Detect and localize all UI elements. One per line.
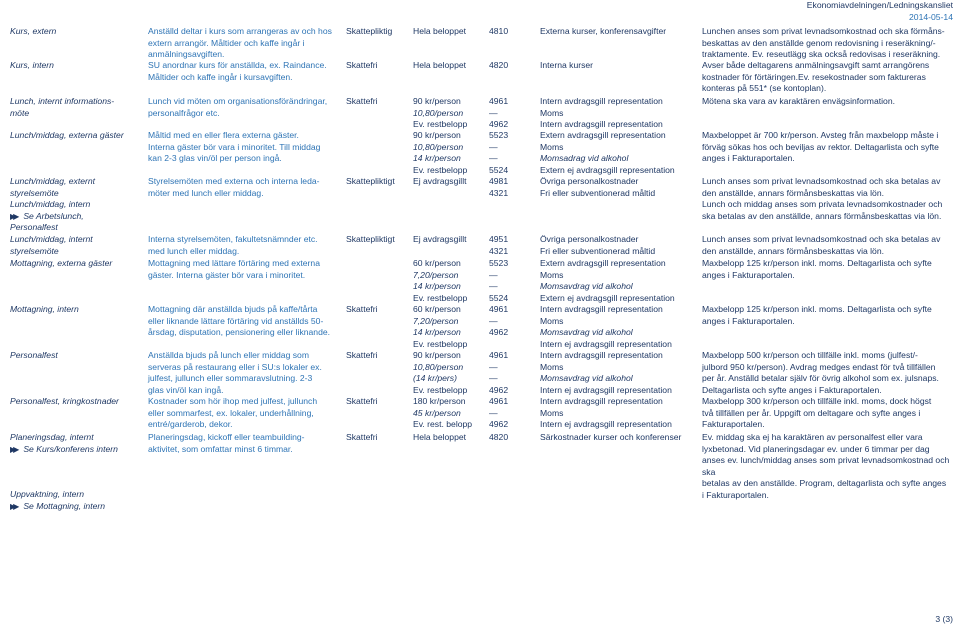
row-amount-line: 10,80/person (413, 361, 464, 372)
row-account-line: — (489, 373, 498, 384)
row-category-line: Lunch/middag, externa gäster (10, 130, 124, 140)
row-amount (413, 350, 483, 396)
row-description-line: med lunch eller middag. (148, 245, 240, 256)
row-description (148, 96, 340, 119)
row-tax-status (346, 130, 410, 142)
row-note-line: Maxbelopp 125 kr/person inkl. moms. Deltagarlista och syfte (702, 304, 932, 314)
row-account-line: 4961 (489, 350, 509, 360)
row-note-line: Mötena ska vara av karaktären envägsinformation. (702, 96, 895, 106)
row-note-line: lyxbetonad. Vid planeringsdagar ev. under 6 timmar per dag (702, 443, 930, 454)
row-note-line: traktamente. Ev. reseutlägg ska också redovisas i reseräkning. (702, 49, 941, 60)
row-account-name (540, 396, 700, 431)
row-account-name (540, 234, 700, 257)
row-account-line: — (489, 153, 498, 164)
row-tax-status-line: Skattefri (346, 96, 378, 106)
row-account-line: 4810 (489, 26, 509, 36)
row-description (148, 396, 340, 431)
row-description-line: årsdag, disputation, pensionering eller liknande. (148, 327, 331, 338)
cross-reference-link (10, 501, 142, 513)
row-tax-status-line: Skattefri (346, 350, 378, 360)
row-description-line: SU anordnar kurs för anställda, ex. Raindance. (148, 60, 327, 70)
row-category (10, 258, 142, 270)
row-account-line: 4962 (489, 327, 509, 338)
row-description-line: Styrelsemöten med externa och interna leda- (148, 176, 320, 186)
row-category-line: Lunch/middag, externt (10, 176, 96, 186)
org-name: Ekonomiavdelningen/Ledningskansliet (806, 0, 953, 10)
row-amount-line: Ev. restbelopp (413, 384, 468, 395)
row-account-name-line: Intern avdragsgill representation (540, 350, 663, 360)
row-account-name-line: Intern ej avdragsgill representation (540, 384, 672, 395)
row-category-line: Personalfest, kringkostnader (10, 396, 119, 406)
row-account-line: — (489, 315, 498, 326)
row-amount-line: Ev. restbelopp (413, 338, 468, 349)
row-category (10, 130, 142, 142)
row-description-line: Måltid med en eller flera externa gäster. (148, 130, 299, 140)
row-account-name-line: Moms (540, 361, 564, 372)
row-account-line: 4981 (489, 176, 509, 186)
row-category (10, 432, 142, 455)
row-note-line: Avser både deltagarens anmälningsavgift samt arrangörens (702, 60, 930, 70)
row-note (702, 304, 954, 327)
row-note-line: anses ev. lunch/middag anses som privat levnadsomkostnad och ska (702, 455, 950, 477)
row-note-line: konteras på 551* (se kontoplan). (702, 83, 827, 94)
row-tax-status-line: Skattefri (346, 60, 378, 70)
row-account-name (540, 176, 700, 199)
double-arrow-icon: ▶▶ (10, 444, 17, 454)
row-tax-status (346, 432, 410, 444)
row-note-line: Fakturaportalen. (702, 419, 765, 430)
row-account-name-line: Extern avdragsgill representation (540, 258, 666, 268)
row-account-name-line: Övriga personalkostnader (540, 176, 639, 186)
row-category-line: Personalfest (10, 222, 58, 233)
row-account-line: — (489, 269, 498, 280)
row-amount-line: Ej avdragsgillt (413, 176, 467, 186)
row-description (148, 234, 340, 257)
row-description (148, 60, 340, 83)
row-category-line: Lunch, internt informations- (10, 96, 115, 106)
row-account (489, 258, 537, 304)
row-amount-line: 10,80/person (413, 141, 464, 152)
row-category (10, 234, 142, 257)
row-account-name-line: Extern ej avdragsgill representation (540, 164, 675, 175)
row-tax-status (346, 26, 410, 38)
cross-reference-text: Se Mottagning, intern (23, 500, 106, 511)
row-account-name-line: Moms (540, 407, 564, 418)
row-amount-line: Ej avdragsgillt (413, 234, 467, 244)
row-description-line: Lunch vid möten om organisationsförändringar, (148, 96, 328, 106)
row-note (702, 258, 954, 281)
row-account-line: 4820 (489, 60, 509, 70)
row-category-line: Uppvaktning, intern (10, 489, 85, 499)
row-amount-line: Hela beloppet (413, 60, 467, 70)
row-amount-line: 10,80/person (413, 107, 464, 118)
row-tax-status-line: Skattepliktigt (346, 234, 395, 244)
row-amount (413, 234, 483, 246)
row-description-line: gäster. Interna gäster bör vara i minoritet. (148, 269, 306, 280)
row-note-line: kostnader för förtäringen.Ev. resekostnader som faktureras (702, 71, 926, 82)
row-amount-line: Ev. restbelopp (413, 292, 468, 303)
row-amount (413, 176, 483, 188)
row-account (489, 130, 537, 176)
row-tax-status (346, 350, 410, 362)
row-description (148, 432, 340, 455)
row-account-name (540, 432, 700, 444)
row-amount (413, 258, 483, 304)
row-account (489, 432, 537, 444)
row-account-name-line: Externa kurser, konferensavgifter (540, 26, 667, 36)
row-note-line: julbord 950 kr/person). Avdrag medges endast för två tillfällen (702, 361, 936, 372)
row-amount (413, 96, 483, 131)
row-category-line: möte (10, 107, 30, 118)
row-note-line: per år. Anställd betalar själv för övrig alkohol som ex. julsnaps. (702, 373, 939, 384)
row-note (702, 96, 954, 108)
row-account-line: — (489, 141, 498, 152)
row-tax-status-line: Skattefri (346, 396, 378, 406)
row-amount-line: Hela beloppet (413, 432, 467, 442)
row-tax-status-line (346, 258, 410, 270)
row-note-line: Deltagarlista och syfte anges i Fakturaportalen. (702, 384, 882, 395)
row-category-line: Lunch/middag, intern (10, 199, 91, 210)
row-account-line: 5524 (489, 164, 509, 175)
row-account-line: 4962 (489, 384, 509, 395)
row-account-line: 4321 (489, 245, 509, 256)
row-account-line: — (489, 361, 498, 372)
row-account-line: 4962 (489, 419, 509, 430)
row-note-line: Lunch anses som privat levnadsomkostnad och ska betalas av (702, 176, 941, 186)
row-description-line: personalfrågor etc. (148, 107, 220, 118)
row-account-name-line: Intern avdragsgill representation (540, 96, 663, 106)
row-account-name-line: Moms (540, 315, 564, 326)
row-amount-line: 60 kr/person (413, 304, 461, 314)
row-note-line: två tillfällen per år. Uppgift om deltagare och syfte anges i (702, 407, 921, 418)
row-account-name-line: Momsavdrag vid alkohol (540, 373, 633, 384)
row-description-line: serveras på restaurang eller i SU:s lokaler ex. (148, 361, 322, 372)
row-description-line: aktivitet, som omfattar minst 6 timmar. (148, 443, 293, 454)
row-account-name (540, 350, 700, 396)
row-description-line: julfest, jullunch eller sommaravslutning. 2-3 (148, 373, 313, 384)
row-account-line (489, 339, 537, 351)
row-account-name-line: Fri eller subventionerad måltid (540, 187, 656, 198)
row-description-line: extern arrangör. Måltider och kaffe ingår i (148, 37, 305, 48)
row-tax-status-line: Skattefri (346, 432, 378, 442)
row-description-line: anmälningsavgiften. (148, 49, 225, 60)
row-account-name-line: Intern avdragsgill representation (540, 396, 663, 406)
row-tax-status (346, 396, 410, 408)
row-account-name-line: Intern avdragsgill representation (540, 304, 663, 314)
row-amount-line: 7,20/person (413, 269, 459, 280)
row-account-name-line: Intern ej avdragsgill representation (540, 338, 672, 349)
row-note-line: Maxbeloppet är 700 kr/person. Avsteg från maxbelopp måste i (702, 130, 939, 140)
row-tax-status-line: Skattefri (346, 304, 378, 314)
row-account (489, 304, 537, 350)
row-tax-status-line: Skattepliktig (346, 26, 393, 36)
cross-reference-text: Se Kurs/konferens intern (23, 443, 118, 454)
row-tax-status (346, 258, 410, 270)
row-description-line: Anställd deltar i kurs som arrangeras av och hos (148, 26, 332, 36)
row-account-line: — (489, 107, 498, 118)
page-number: 3 (3) (935, 614, 953, 624)
row-category (10, 396, 142, 408)
row-amount-line: 90 kr/person (413, 130, 461, 140)
row-note (702, 432, 954, 502)
row-account-line: 4321 (489, 187, 509, 198)
row-category-line: Mottagning, intern (10, 304, 79, 314)
row-note-line: ska betalas av den anställde, annars förmånsbeskattas via lön. (702, 210, 942, 221)
row-account-name (540, 26, 700, 38)
row-description (148, 176, 340, 199)
row-account (489, 60, 537, 72)
row-category (10, 304, 142, 316)
row-amount (413, 26, 483, 38)
row-note-line: den anställde, annars förmånsbeskattas via lön. (702, 187, 885, 198)
row-amount-line: 90 kr/person (413, 350, 461, 360)
row-tax-status (346, 176, 410, 188)
row-tax-status-line (346, 130, 410, 142)
row-description-line: Måltider och kaffe ingår i kursavgiften. (148, 71, 293, 82)
row-amount (413, 60, 483, 72)
row-description (148, 130, 340, 165)
row-account-name-line: Extern avdragsgill representation (540, 130, 666, 140)
row-tax-status (346, 304, 410, 316)
row-amount-line: Ev. restbelopp (413, 164, 468, 175)
row-account-line: — (489, 281, 498, 292)
cross-reference-text: Se Arbetslunch, (23, 210, 84, 221)
row-account-name (540, 258, 700, 304)
row-category-line: styrelsemöte (10, 187, 59, 198)
row-account-name (540, 304, 700, 350)
row-note-line: Maxbelopp 125 kr/person inkl. moms. Deltagarlista och syfte (702, 258, 932, 268)
row-account-line: 4961 (489, 304, 509, 314)
row-account-line: 4820 (489, 432, 509, 442)
row-amount-line: 14 kr/person (413, 153, 461, 164)
row-account-name-line: Övriga personalkostnader (540, 234, 639, 244)
row-category (10, 489, 142, 512)
row-account-name (540, 130, 700, 176)
row-note-line: beskattas av den anställde genom redovisning i reseräkning/- (702, 37, 936, 48)
row-account-line: 4961 (489, 396, 509, 406)
row-account-name-line: Särkostnader kurser och konferenser (540, 432, 682, 442)
row-amount-line: Hela beloppet (413, 26, 467, 36)
row-note-line: Lunchen anses som privat levnadsomkostnad och ska förmåns- (702, 26, 945, 36)
row-account-line: 4962 (489, 119, 509, 130)
row-category (10, 96, 142, 119)
row-note-line: Ev. middag ska ej ha karaktären av personalfest eller vara (702, 432, 923, 442)
row-amount-line: 14 kr/person (413, 327, 461, 338)
row-category (10, 350, 142, 362)
row-note-line: Lunch och middag anses som privata levnadsomkostnader och (702, 199, 943, 210)
row-description (148, 304, 340, 339)
row-description-line: Mottagning där anställda bjuds på kaffe/tårta (148, 304, 318, 314)
row-note (702, 234, 954, 257)
row-account (489, 396, 537, 431)
row-account-name-line: Momsadrag vid alkohol (540, 153, 629, 164)
row-note-line: anges i Fakturaportalen. (702, 269, 795, 280)
row-note (702, 396, 954, 431)
row-note-line: anges i Fakturaportalen. (702, 315, 795, 326)
row-account-line: 5523 (489, 258, 509, 268)
row-description-line: eller liknande lättare förtäring vid anställds 50- (148, 315, 324, 326)
row-description (148, 350, 340, 396)
row-account-name-line: Fri eller subventionerad måltid (540, 245, 656, 256)
row-note-line: förväg sökas hos och beviljas av rektor. Deltagarlista och syfte (702, 141, 939, 152)
row-amount (413, 304, 483, 350)
row-description-line: eller sommarfest, ex. lokaler, underhållning, (148, 407, 314, 418)
row-note (702, 176, 954, 222)
row-description-line: kan 2-3 glas vin/öl per person ingå. (148, 153, 282, 164)
row-account (489, 234, 537, 257)
row-amount-line: Ev. restbelopp (413, 119, 468, 130)
row-account (489, 26, 537, 38)
row-note-line: anges i Fakturaportalen. (702, 153, 795, 164)
double-arrow-icon: ▶▶ (10, 501, 17, 511)
row-category (10, 176, 142, 234)
row-amount-line: 60 kr/person (413, 258, 461, 268)
row-account-name-line: Intern ej avdragsgill representation (540, 419, 672, 430)
row-account-line: — (489, 407, 498, 418)
row-description-line: Planeringsdag, kickoff eller teambuilding- (148, 432, 305, 442)
row-category (10, 60, 142, 72)
row-amount (413, 396, 483, 431)
row-account (489, 176, 537, 199)
row-note-line: Maxbelopp 500 kr/person och tillfälle inkl. moms (julfest/- (702, 350, 918, 360)
row-tax-status (346, 60, 410, 72)
row-category-line: Personalfest (10, 350, 58, 360)
cross-reference-link (10, 444, 142, 456)
row-amount-line: 45 kr/person (413, 407, 461, 418)
row-amount-line: 180 kr/person (413, 396, 466, 406)
row-account-line: 5524 (489, 292, 509, 303)
row-amount-line: Ev. rest. belopp (413, 419, 473, 430)
row-account-name-line: Moms (540, 141, 564, 152)
cross-reference-link (10, 211, 142, 223)
row-description-line: Interna gäster bör vara i minoritet. Till middag (148, 141, 321, 152)
row-amount (413, 432, 483, 444)
row-account-name-line: Intern avdragsgill representation (540, 119, 663, 130)
row-description-line: Anställda bjuds på lunch eller middag som (148, 350, 309, 360)
row-account-line: 4951 (489, 234, 509, 244)
row-amount (413, 130, 483, 176)
row-note (702, 26, 954, 61)
row-note (702, 130, 954, 165)
row-account (489, 96, 537, 131)
row-amount-line: (14 kr/pers) (413, 373, 457, 384)
row-amount-line: 14 kr/person (413, 281, 461, 292)
row-description-line: entré/garderob, dekor. (148, 419, 233, 430)
row-description-line: Mottagning med lättare förtäring med externa (148, 258, 320, 268)
row-account-line: 4961 (489, 96, 509, 106)
row-description (148, 258, 340, 281)
row-category-line: Kurs, intern (10, 60, 54, 70)
row-note-line: betalas av den anställde. Program, deltagarlista och syfte anges (702, 478, 947, 489)
row-category-line: Planeringsdag, internt (10, 432, 94, 442)
row-category-line: Lunch/middag, internt (10, 234, 93, 244)
row-account (489, 350, 537, 396)
row-category-line: Kurs, extern (10, 26, 57, 36)
row-tax-status (346, 234, 410, 246)
row-account-name-line: Momsavdrag vid alkohol (540, 327, 633, 338)
row-tax-status (346, 96, 410, 108)
row-note-line: Lunch anses som privat levnadsomkostnad och ska betalas av (702, 234, 941, 244)
row-note (702, 350, 954, 396)
row-amount-line: 7,20/person (413, 315, 459, 326)
row-note (702, 60, 954, 95)
row-amount-line: 90 kr/person (413, 96, 461, 106)
page-header (807, 0, 953, 23)
row-account-name (540, 96, 700, 131)
row-category (10, 26, 142, 38)
row-description (148, 26, 340, 61)
row-category-line: Mottagning, externa gäster (10, 258, 113, 268)
doc-date: 2014-05-14 (909, 11, 953, 22)
double-arrow-icon: ▶▶ (10, 211, 17, 221)
row-account-name-line: Extern ej avdragsgill representation (540, 292, 675, 303)
row-account-name-line: Moms (540, 107, 564, 118)
row-note-line: Maxbelopp 300 kr/person och tillfälle inkl. moms, dock högst (702, 396, 932, 406)
row-note-line: i Fakturaportalen. (702, 489, 769, 500)
row-category-line: styrelsemöte (10, 245, 59, 256)
row-account-line: 5523 (489, 130, 509, 140)
row-note-line: den anställde, annars förmånsbeskattas via lön. (702, 245, 885, 256)
row-account-name-line: Momsavdrag vid alkohol (540, 281, 633, 292)
row-description-line: Interna styrelsemöten, fakultetsnämnder etc. (148, 234, 318, 244)
row-account-name-line: Interna kurser (540, 60, 594, 70)
row-description-line: möter med lunch eller middag. (148, 187, 264, 198)
row-description-line: glas vin/öl kan ingå. (148, 384, 224, 395)
row-tax-status-line: Skattepliktigt (346, 176, 395, 186)
row-description-line: Kostnader som hör ihop med julfest, jullunch (148, 396, 318, 406)
row-account-name-line: Moms (540, 269, 564, 280)
row-account-name (540, 60, 700, 72)
